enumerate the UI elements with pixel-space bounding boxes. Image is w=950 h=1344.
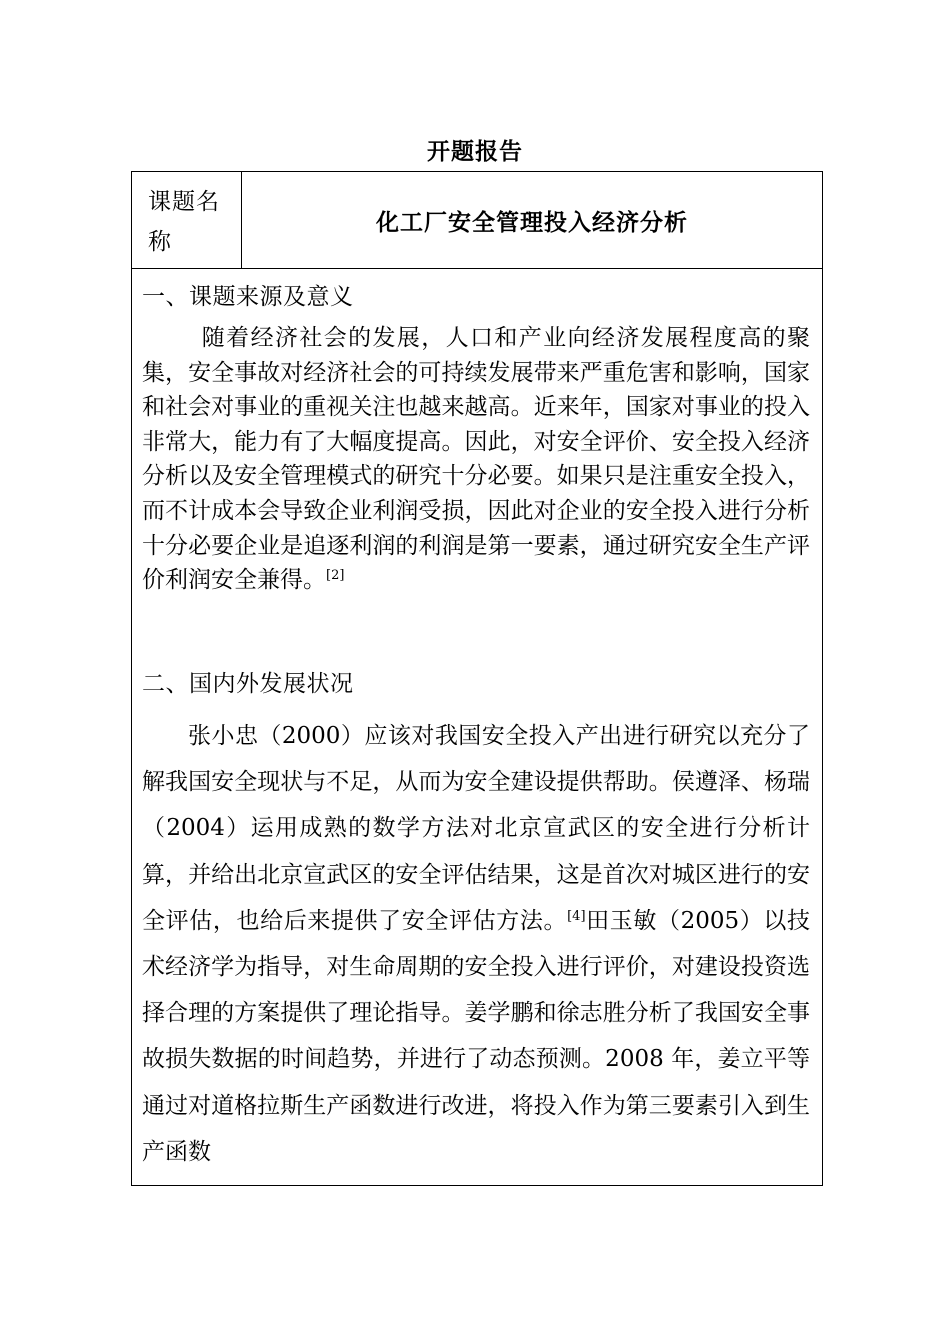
topic-row (132, 172, 822, 269)
report-body (132, 269, 822, 1185)
section2-citation: [4] (567, 908, 586, 924)
topic-title: 化工厂安全管理投入经济分析 (376, 209, 688, 236)
section1-citation: [2] (326, 568, 345, 584)
document-title: 开题报告 (427, 139, 523, 165)
section2-text-b: 田玉敏（2005）以技术经济学为指导，对生命周期的安全投入进行评价，对建设投资选择合理的方案提供了理论指导。姜学鹏和徐志胜分析了我国安全事故损失数据的时间趋势，并进行了动态预测。2008 年，姜立平等通过对道格拉斯生产函数进行改进，将投入作为第三要素引入到生产函数 (142, 907, 810, 1165)
topic-label-cell (132, 172, 242, 268)
section1-text: 随着经济社会的发展，人口和产业向经济发展程度高的聚集，安全事故对经济社会的可持续发展带来严重危害和影响，国家和社会对事业的重视关注也越来越高。近来年，国家对事业的投入非常大，能力有了大幅度提高。因此，对安全评价、安全投入经济分析以及安全管理模式的研究十分必要。如果只是注重安全投入，而不计成本会导致企业利润受损，因此对企业的安全投入进行分析十分必要企业是追逐利润的利润是第一要素，通过研究安全生产评价利润安全兼得。 (142, 325, 810, 594)
section2-text-a: 张小忠（2000）应该对我国安全投入产出进行研究以充分了解我国安全现状与不足，从而为安全建设提供帮助。侯遵泽、杨瑞（2004）运用成熟的数学方法对北京宣武区的安全进行分析计算，并给出北京宣武区的安全评估结果，这是首次对城区进行的安全评估，也给后来提供了安全评估方法。 (142, 723, 810, 934)
report-table (131, 171, 823, 1186)
section2-heading: 二、国内外发展状况 (142, 671, 354, 697)
section1-heading: 一、课题来源及意义 (142, 284, 354, 310)
topic-label-line1: 课题名 (148, 189, 220, 215)
section1-paragraph (142, 321, 810, 598)
topic-label-line2: 称 (148, 229, 172, 255)
section2-paragraph (142, 713, 810, 1175)
